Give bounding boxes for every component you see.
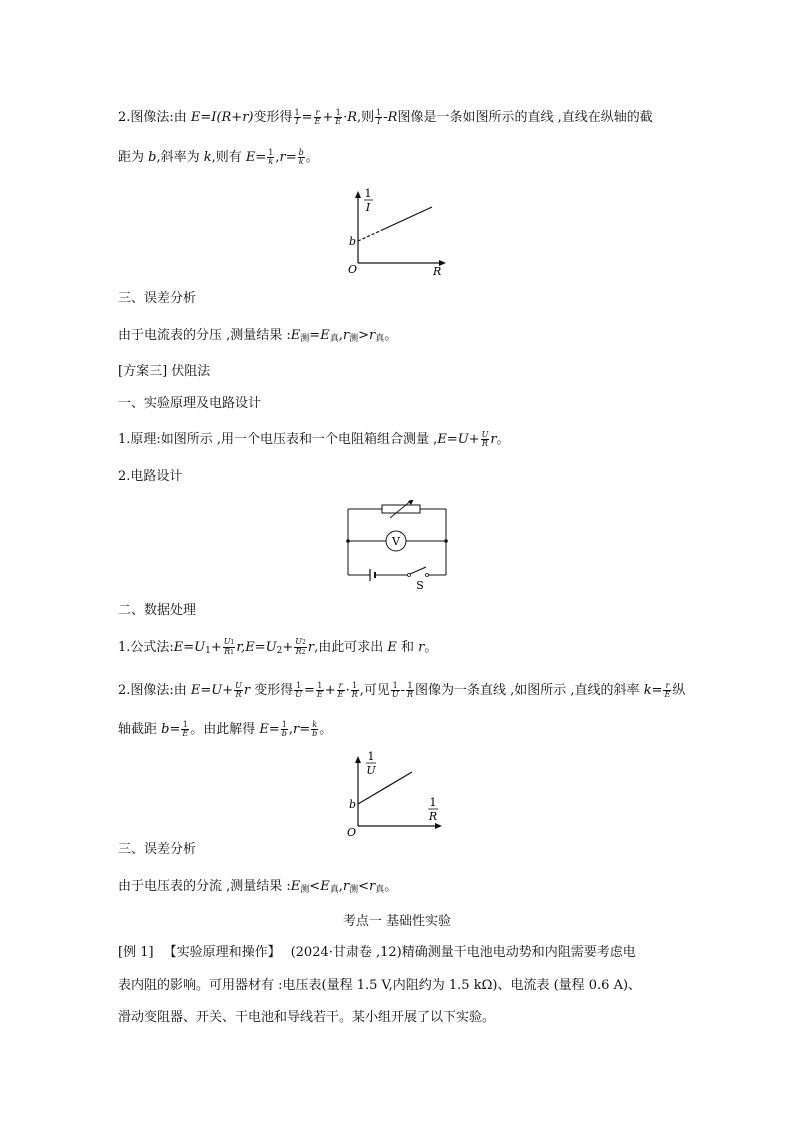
extrapolated-line (358, 230, 382, 241)
text: 2.图像法:由 (118, 683, 191, 698)
fraction: $\frac{1}{U}$ (295, 681, 303, 699)
circuit-diagram (340, 500, 456, 592)
principle-line: 1.原理:如图所示 ,用一个电压表和一个电阻箱组合测量 ,E=U+ $\frac{U}{R}$ r。 (118, 430, 510, 448)
example-line-1 (118, 943, 636, 963)
fraction: $\frac{k}{b}$ (312, 720, 318, 738)
data-line (382, 207, 432, 230)
variable: E= (245, 150, 267, 165)
circuit-design-heading: 2.电路设计 (118, 469, 183, 484)
intercept-label: b (349, 235, 357, 248)
y-label-den: I (365, 201, 371, 214)
error-line-2: 由于电压表的分流 ,测量结果 $:E_测<E_真,r_测<r_真$。 (118, 879, 398, 895)
example-line-2: 表内阻的影响。可用器材有 :电压表(量程 1.5 V,内阻约为 1.5 kΩ)、电流表 (量程 0.6 A)、 (118, 978, 642, 993)
figure-1I-R-graph (340, 185, 450, 277)
error-line-1: 由于电流表的分压 ,测量结果 $:E_测=E_真,r_测>r_真$。 (118, 328, 398, 344)
text: 变形得 (253, 110, 293, 125)
equation: E=I(R+r) (190, 110, 254, 125)
text: + (322, 110, 334, 125)
text: = (301, 110, 313, 125)
text: 2.图像法:由 (118, 110, 191, 125)
formula-method-line: 1.公式法$:E=U_1+$ $\frac{U1}{R1}$ $r,E=U_2+$ $\frac{U2}{R2}$ r,由此可求出 E 和 r。 (118, 637, 438, 656)
intercept-label: b (349, 798, 357, 811)
fraction: $\frac{1}{I}$ (294, 108, 300, 126)
section-1-heading: 一、实验原理及电路设计 (118, 396, 262, 411)
kaodian-heading: 考点一 基础性实验 (342, 914, 452, 929)
origin-label: O (347, 826, 357, 838)
text: 距为 (118, 150, 149, 165)
error-heading-2: 三、误差分析 (118, 842, 197, 857)
example-line-3: 滑动变阻器、开关、干电池和导线若干。某小组开展了以下实验。 (118, 1010, 496, 1025)
variable: k (203, 150, 212, 165)
example-category: 【实验原理和操作】 (163, 945, 281, 960)
x-label: R (433, 265, 442, 277)
text: 由于电压表的分流 ,测量结果 : (118, 879, 291, 894)
graph-method-2-line-2: 轴截距 b= $\frac{1}{E}$ 。由此解得 E= $\frac{1}{b}$ ,r= $\frac{k}{b}$ 。 (118, 720, 333, 738)
fraction: $\frac{1}{E}$ (182, 720, 189, 738)
graph-method-2-line-1: 2.图像法:由 E=U+ $\frac{U}{R}$ r 变形得 $\frac{1}{U}$ = $\frac{1}{E}$ + $\frac{r}{E}$ · $\frac{1}{R}$ ,可见 $\frac{1}{U}$ - $\frac{1}{R}$ 图像为一条直线 ,如图所示 ,直线的斜率 k= $\frac{r}{E}$ 纵 (118, 681, 686, 699)
graph-method-line-2 (118, 148, 319, 168)
variable: b (148, 150, 157, 165)
text: 由于电流表的分压 ,测量结果 : (118, 328, 291, 343)
fraction: $\frac{U2}{R2}$ (295, 637, 306, 656)
y-axis-arrow (355, 756, 361, 763)
fraction: $\frac{r}{E}$ (314, 108, 321, 126)
text: ,则 (357, 110, 375, 125)
y-axis-arrow (355, 191, 361, 198)
x-axis-arrow (435, 823, 442, 829)
text: , (275, 150, 280, 165)
fraction: $\frac{1}{I}$ (376, 108, 382, 126)
fraction: $\frac{1}{k}$ (268, 148, 274, 166)
variable: R (347, 110, 358, 125)
fraction: $\frac{r}{E}$ (664, 681, 671, 699)
text: ,斜率为 (156, 150, 204, 165)
x-label-den: R (428, 810, 438, 823)
fraction: $\frac{1}{E}$ (316, 681, 323, 699)
switch-blade (410, 567, 426, 574)
fraction: $\frac{U}{R}$ (235, 681, 242, 699)
example-source: (2024·甘肃卷 ,12) (290, 945, 402, 960)
scheme-3-title: [方案三] 伏阻法 (118, 364, 211, 379)
text: 1.公式法: (118, 640, 174, 655)
graph-method-line-1: 2.图像法:由 E=I(R+r)变形得 $\frac{1}{I}$ = $\frac{r}{E}$ + $\frac{1}{E}$ ·R,则 $\frac{1}{I}$ -R图像是一条如图所示的直线 ,直线在纵轴的截 (118, 108, 653, 126)
y-label-den: U (366, 764, 376, 777)
fraction: $\frac{U1}{R1}$ (223, 637, 235, 656)
fraction: $\frac{1}{R}$ (406, 681, 414, 699)
y-label-num: 1 (364, 187, 372, 200)
fraction: $\frac{1}{U}$ (391, 681, 399, 699)
fraction: $\frac{1}{E}$ (335, 108, 342, 126)
x-label-num: 1 (429, 796, 437, 809)
text: 1.原理:如图所示 ,用一个电压表和一个电阻箱组合测量 , (118, 432, 438, 447)
figure-1U-1R-graph (338, 748, 448, 838)
fraction: $\frac{b}{k}$ (298, 148, 304, 166)
fraction: $\frac{1}{b}$ (281, 720, 287, 738)
fraction: $\frac{U}{R}$ (481, 430, 489, 448)
text: 轴截距 (118, 722, 162, 737)
y-label-num: 1 (367, 750, 375, 763)
text: 精确测量干电池电动势和内阻需要考虑电 (401, 945, 636, 960)
fraction: $\frac{1}{R}$ (351, 681, 358, 699)
switch-label: S (416, 579, 424, 592)
fraction: $\frac{r}{E}$ (337, 681, 344, 699)
text: ,则有 (211, 150, 246, 165)
variable: r= (279, 150, 297, 165)
voltmeter-label: V (392, 535, 400, 548)
origin-label: O (348, 263, 358, 276)
example-tag: [例 1] (118, 945, 154, 960)
text: 。 (305, 150, 319, 165)
section-2-heading: 二、数据处理 (118, 603, 197, 618)
text: 图像是一条如图所示的直线 ,直线在纵轴的截 (397, 110, 653, 125)
variable: -R (383, 110, 398, 125)
error-heading-1: 三、误差分析 (118, 291, 197, 306)
